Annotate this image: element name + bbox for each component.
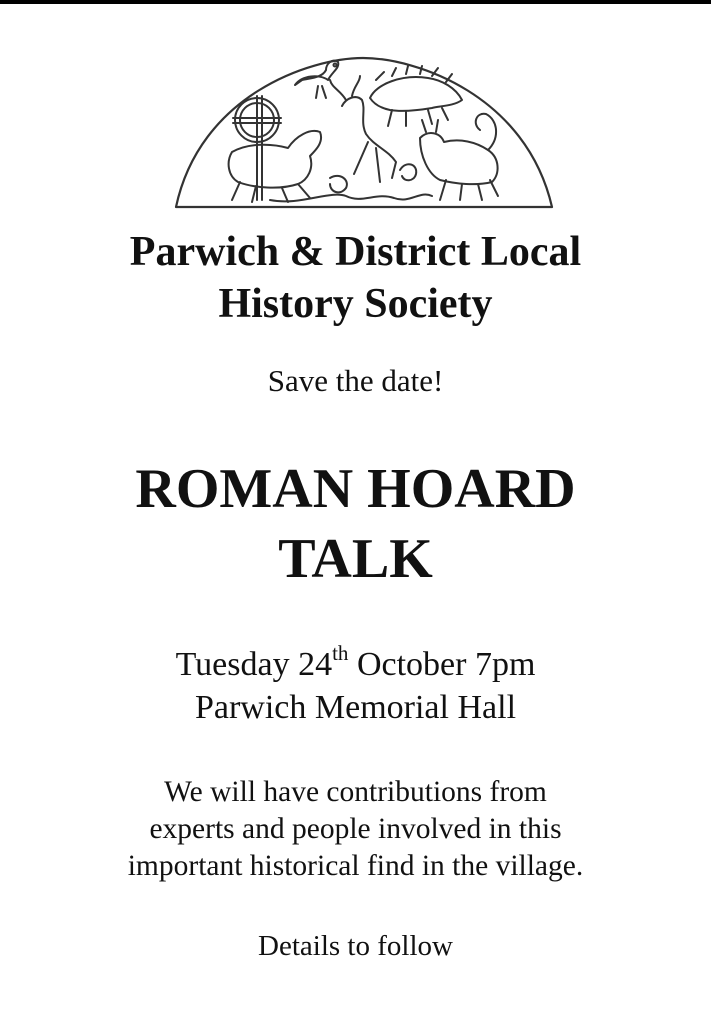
event-title <box>0 454 711 594</box>
bird-icon <box>295 61 338 98</box>
society-name-line-1: Parwich & District Local <box>129 229 582 275</box>
event-venue: Parwich Memorial Hall <box>194 689 517 726</box>
description-line-3: important historical find in the village. <box>127 850 584 882</box>
event-title-line-2: TALK <box>278 528 433 590</box>
society-name-line-2: History Society <box>218 281 493 327</box>
knotwork-icon <box>400 164 416 180</box>
society-emblem-icon <box>170 50 556 212</box>
description-line-2: experts and people involved in this <box>149 813 562 845</box>
top-border-rule <box>0 0 711 4</box>
event-datetime <box>0 640 711 686</box>
event-description <box>0 774 711 885</box>
event-datetime-venue <box>0 640 711 729</box>
event-month-time: October 7pm <box>348 646 536 683</box>
details-note: Details to follow <box>258 930 453 962</box>
society-name <box>0 226 711 330</box>
boar-icon <box>370 66 462 126</box>
event-day-ordinal: th <box>332 640 349 665</box>
description-line-1: We will have contributions from <box>164 776 547 808</box>
save-the-date: Save the date! <box>267 363 444 398</box>
deer-icon <box>330 76 396 182</box>
horse-icon <box>229 131 321 202</box>
event-day: Tuesday 24 <box>175 646 333 683</box>
event-title-line-1: ROMAN HOARD <box>135 458 576 520</box>
hound-icon <box>420 114 498 200</box>
